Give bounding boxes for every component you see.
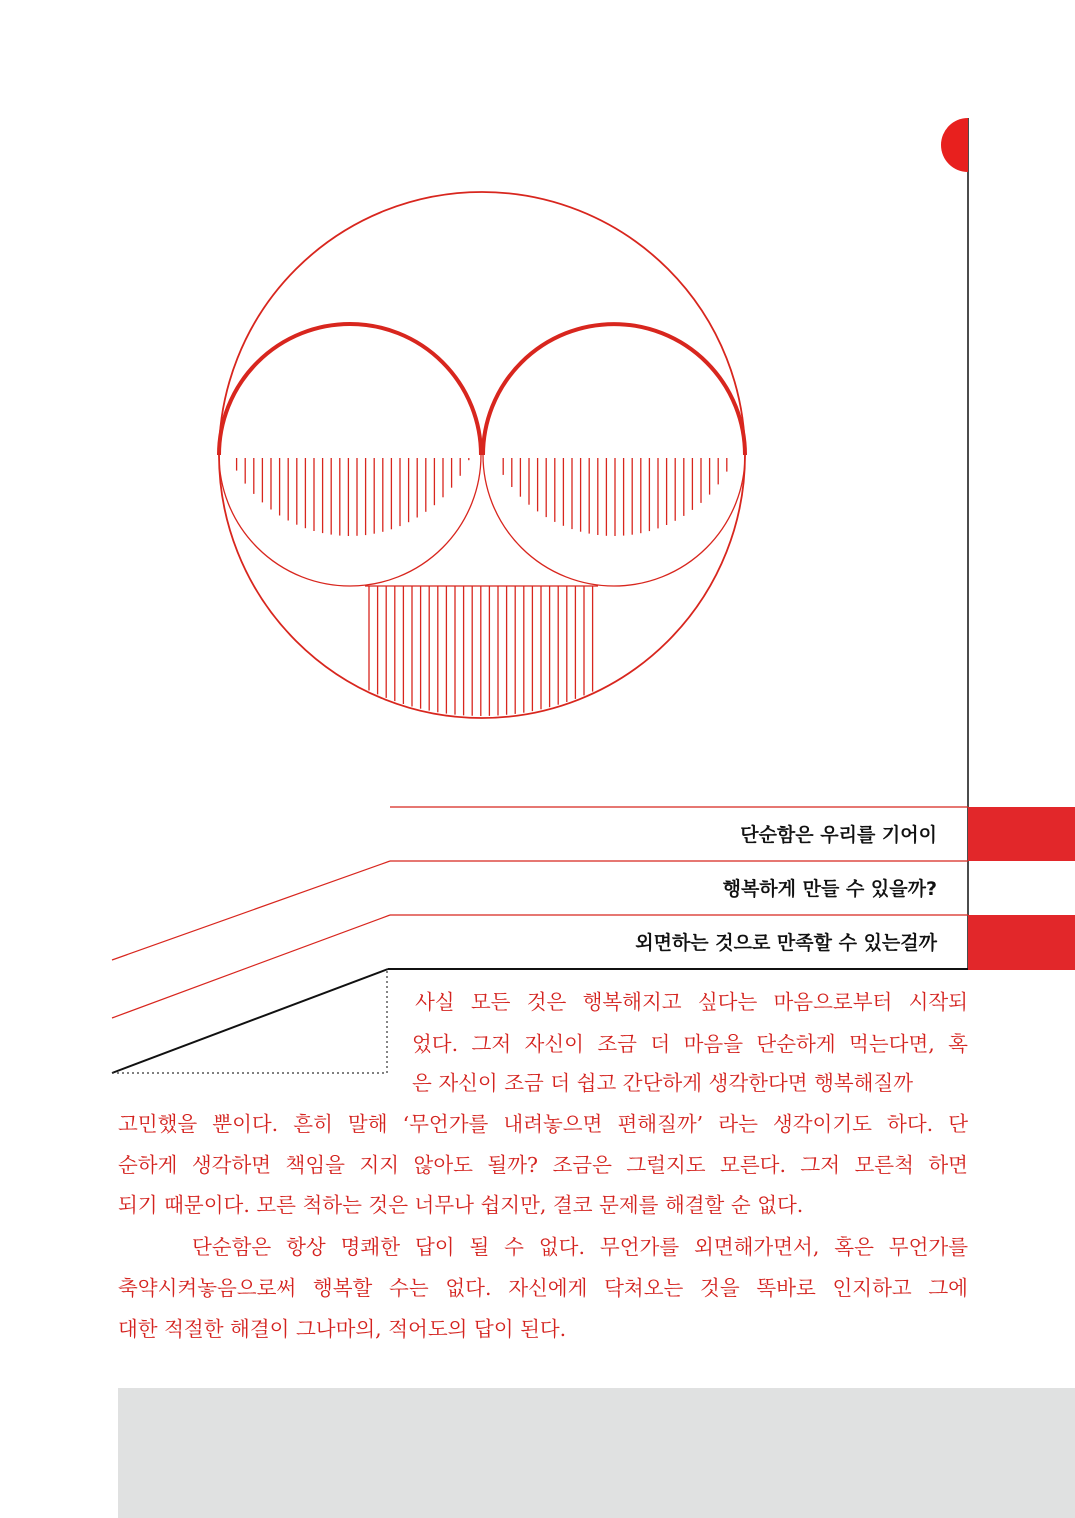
question-line-3: 외면하는 것으로 만족할 수 있는걸까 [635,932,937,954]
diagonal-red-1 [112,861,390,960]
red-tab-2 [968,915,1075,970]
diagonal-red-2 [112,915,390,1018]
body-line: 순하게 생각하면 책임을 지지 않아도 될까? 조금은 그럴지도 모른다. 그저 모른척 하면 [118,1153,968,1177]
footer-band [118,1388,1075,1518]
body-line: 고민했을 뿐이다. 흔히 말해 ‘무언가를 내려놓으면 편해질까’ 라는 생각이기도 하다. 단 [118,1112,968,1136]
body-line: 단순함은 항상 명쾌한 답이 될 수 없다. 무언가를 외면해가면서, 혹은 무언가를 [192,1235,968,1259]
red-tab-1 [968,807,1075,861]
right-eye-arc [483,324,745,455]
body-line: 사실 모든 것은 행복해지고 싶다는 마음으로부터 시작되 [415,990,968,1014]
body-line: 축약시켜놓음으로써 행복할 수는 없다. 자신에게 닥쳐오는 것을 똑바로 인지하고 그에 [118,1276,968,1300]
left-eye-arc [219,324,481,455]
body-line: 되기 때문이다. 모른 척하는 것은 너무나 쉽지만, 결코 문제를 해결할 순 없다. [118,1193,804,1217]
body-line: 은 자신이 조금 더 쉽고 간단하게 생각한다면 행복해질까 [412,1071,914,1095]
body-line: 었다. 그저 자신이 조금 더 마음을 단순하게 먹는다면, 혹 [412,1032,968,1056]
circle-face-illustration [219,192,745,718]
red-half-disc [941,118,968,172]
diagonal-black [112,969,388,1073]
hatch-lines [237,458,727,716]
question-line-2: 행복하게 만들 수 있을까? [722,878,937,900]
question-line-1: 단순함은 우리를 기어이 [740,824,937,846]
body-line: 대한 적절한 해결이 그나마의, 적어도의 답이 된다. [118,1317,567,1341]
